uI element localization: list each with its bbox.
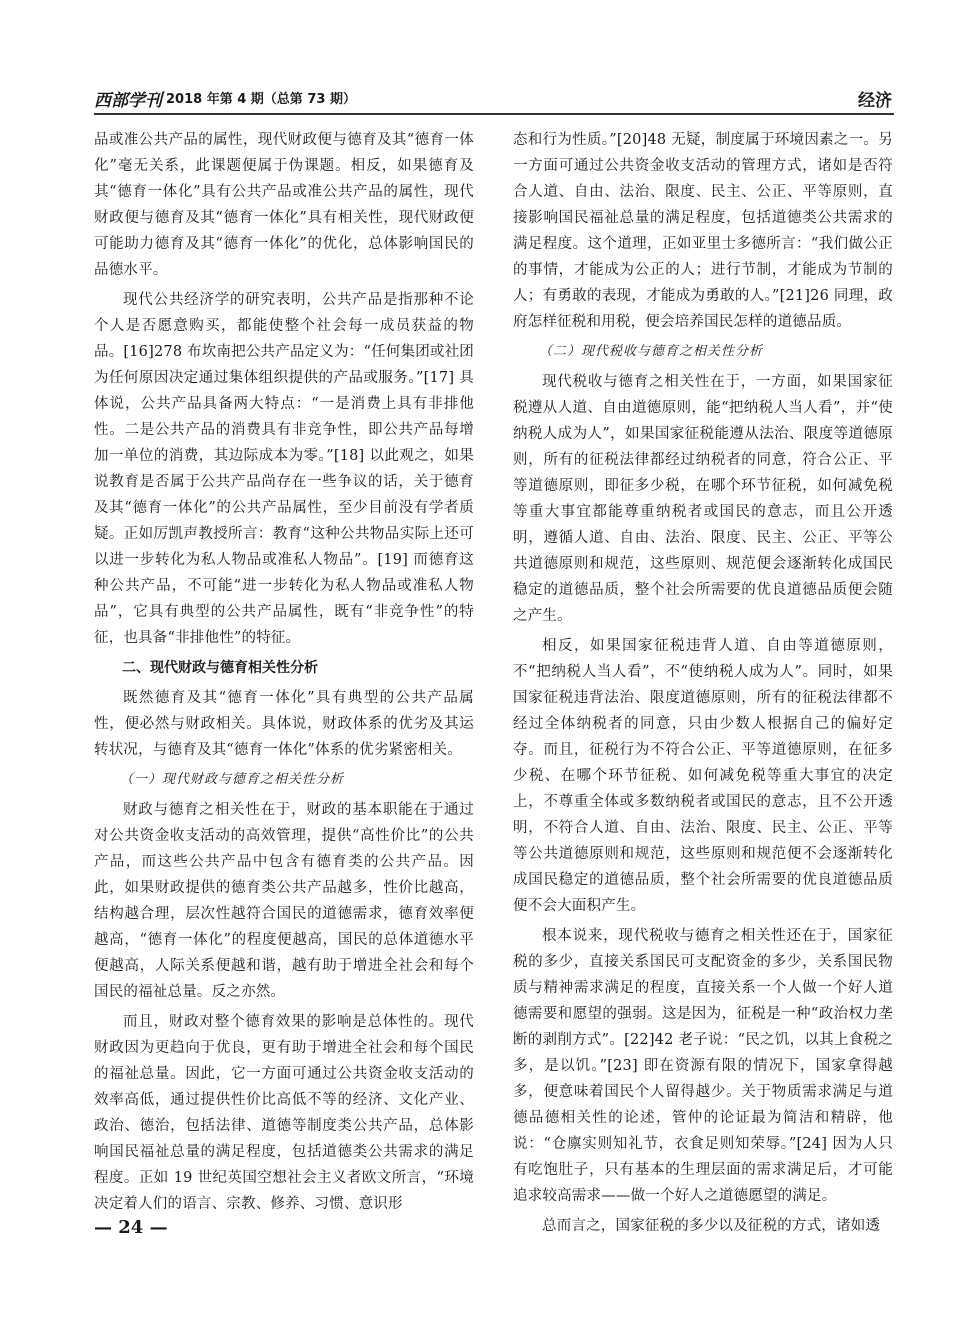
left-column [94, 127, 474, 1221]
issue-info: 2018 年第 4 期（总第 73 期） [166, 92, 356, 107]
paragraph: 根本说来，现代税收与德育之相关性还在于，国家征税的多少，直接关系国民可支配资金的多少，关系国民物质与精神需求满足的程度，直接关系一个人做一个好人道德需要和愿望的强弱。这是因为，征税是一种“政治权力垄断的剥削方式”。[22]42 老子说：“民之饥，以其上食税之多，是以饥。”[23] 即在资源有限的情况下，国家拿得越多，便意味着国民个人留得越少。关于物质需求满足与道德品德相关性的论述，管仲的论证最为简洁和精辟，他说：“仓廪实则知礼节，衣食足则知荣辱。”[24] 因为人只有吃饱肚子，只有基本的生理层面的需求满足后，才可能追求较高需求——做一个好人之道德愿望的满足。 [513, 928, 893, 1204]
paragraph: 态和行为性质。”[20]48 无疑，制度属于环境因素之一。另一方面可通过公共资金收支活动的管理方式，诸如是否符合人道、自由、法治、限度、民主、公正、平等原则，直接影响国民福祉总量的满足程度，包括道德类公共需求的满足程度。这个道理，正如亚里士多德所言：“我们做公正的事情，才能成为公正的人；进行节制，才能成为节制的人；有勇敢的表现，才能成为勇敢的人。”[21]26 同理，政府怎样征税和用税，便会培养国民怎样的道德品质。 [513, 132, 893, 330]
paragraph: 品或准公共产品的属性，现代财政便与德育及其“德育一体化”毫无关系，此课题便属于伪课题。相反，如果德育及其“德育一体化”具有公共产品或准公共产品的属性，现代财政便与德育及其“德育一体化”具有相关性，现代财政便可能助力德育及其“德育一体化”的优化，总体影响国民的品德水平。 [94, 132, 474, 278]
subsection-heading: （二）现代税收与德育之相关性分析 [539, 344, 764, 359]
header-rule [94, 113, 894, 115]
subsection-heading: （一）现代财政与德育之相关性分析 [120, 772, 345, 787]
paragraph: 财政与德育之相关性在于，财政的基本职能在于通过对公共资金收支活动的高效管理，提供“高性价比”的公共产品，而这些公共产品中包含有德育类的公共产品。因此，如果财政提供的德育类公共产品越多，性价比越高，结构越合理，层次性越符合国民的道德需求，德育效率便越高，“德育一体化”的程度便越高，国民的总体道德水平便越高，人际关系便越和谐，越有助于增进全社会和每个国民的福祉总量。反之亦然。 [94, 802, 474, 1000]
paragraph: 而且，财政对整个德育效果的影响是总体性的。现代财政因为更趋向于优良，更有助于增进全社会和每个国民的福祉总量。因此，它一方面可通过公共资金收支活动的效率高低，通过提供性价比高低不等的经济、文化产业、政治、德治，包括法律、道德等制度类公共产品，总体影响国民福祉总量的满足程度，包括道德类公共需求的满足程度。正如 19 世纪英国空想社会主义者欧文所言，“环境决定着人们的语言、宗教、修养、习惯、意识形 [94, 1014, 474, 1212]
page-number: — 24 — [94, 1217, 168, 1238]
paragraph: 现代税收与德育之相关性在于，一方面，如果国家征税遵从人道、自由道德原则，能“把纳税人当人看”，并“使纳税人成为人”，如果国家征税能遵从法治、限度等道德原则，所有的征税法律都经过纳税者的同意，符合公正、平等道德原则，即征多少税，在哪个环节征税，如何减免税等重大事宜都能尊重纳税者或国民的意志，而且公开透明，遵循人道、自由、法治、限度、民主、公正、平等公共道德原则和规范，这些原则、规范便会逐渐转化成国民稳定的道德品质，整个社会所需要的优良道德品质便会随之产生。 [513, 374, 893, 624]
paragraph: 相反，如果国家征税违背人道、自由等道德原则，不“把纳税人当人看”，不“使纳税人成为人”。同时，如果国家征税违背法治、限度道德原则，所有的征税法律都不经过全体纳税者的同意，只由少数人根据自己的偏好定夺。而且，征税行为不符合公正、平等道德原则，在征多少税、在哪个环节征税、如何减免税等重大事宜的决定上，不尊重全体或多数纳税者或国民的意志，且不公开透明，不符合人道、自由、法治、限度、民主、公正、平等等公共道德原则和规范，这些原则和规范便不会逐渐转化成国民稳定的道德品质，整个社会所需要的优良道德品质便不会大面积产生。 [513, 638, 893, 914]
paragraph: 总而言之，国家征税的多少以及征税的方式，诸如透 [542, 1218, 881, 1234]
paragraph: 既然德育及其“德育一体化”具有典型的公共产品属性，便必然与财政相关。具体说，财政体系的优劣及其运转状况，与德育及其“德育一体化”体系的优劣紧密相关。 [94, 690, 474, 758]
section-label: 经济 [858, 91, 892, 111]
section-heading: 二、现代财政与德育相关性分析 [122, 660, 318, 676]
running-header [94, 86, 894, 112]
journal-name: 西部学刊 [94, 91, 162, 111]
paragraph: 现代公共经济学的研究表明，公共产品是指那种不论个人是否愿意购买，都能使整个社会每一成员获益的物品。[16]278 布坎南把公共产品定义为：“任何集团或社团为任何原因决定通过集体组织提供的产品或服务。”[17] 具体说，公共产品具备两大特点：“一是消费上具有非排他性。二是公共产品的消费具有非竞争性，即公共产品每增加一单位的消费，其边际成本为零。”[18] 以此观之，如果说教育是否属于公共产品尚存在一些争议的话，关于德育及其“德育一体化”的公共产品属性，至少目前没有学者质疑。正如厉凯声教授所言：教育“这种公共物品实际上还可以进一步转化为私人物品或准私人物品”。[19] 而德育这种公共产品，不可能“进一步转化为私人物品或准私人物品”，它具有典型的公共产品属性，既有“非竞争性”的特征，也具备“非排他性”的特征。 [94, 292, 474, 646]
right-column [513, 127, 893, 1243]
